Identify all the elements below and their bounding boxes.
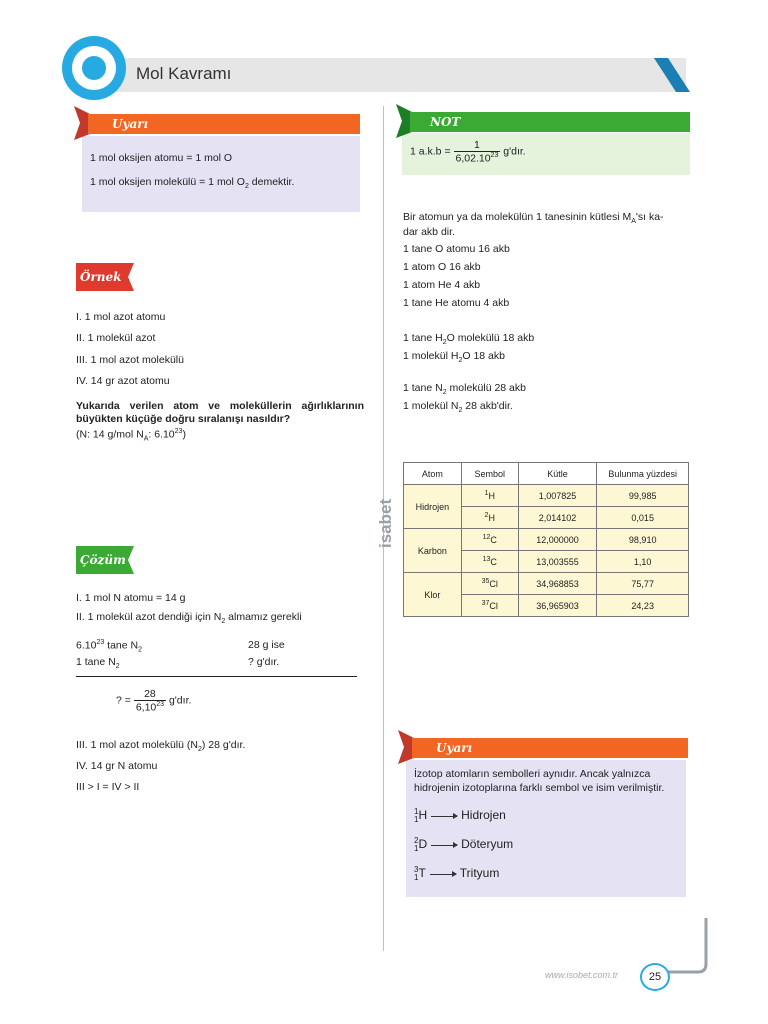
example-item-2: II. 1 molekül azot xyxy=(76,332,156,344)
side-brand-label: isabet xyxy=(376,498,395,548)
table-header-cell: Sembol xyxy=(461,463,518,485)
solution-rule xyxy=(76,676,357,677)
solution-ratio-row-2-left: 1 tane $N_2$ xyxy=(76,656,120,671)
example-item-3: III. 1 mol azot molekülü xyxy=(76,354,184,366)
solution-line-4: IV. 14 gr N atomu xyxy=(76,760,158,772)
warning-box-1 xyxy=(82,136,360,212)
table-pct-cell: 99,985 xyxy=(597,485,689,507)
header-corner-stripe xyxy=(652,58,692,94)
isotope-hydrogen: 1 1H Hidrojen xyxy=(414,807,506,824)
example-question: Yukarıda verilen atom ve moleküllerin ağırlıklarının büyükten küçüğe doğru sıralanışı nasıldır? xyxy=(76,400,364,425)
table-symbol-cell: $^2$H xyxy=(461,507,518,529)
table-symbol-cell: $^1$H xyxy=(461,485,518,507)
warning-1-line-2: 1 mol oksijen molekülü = 1 mol $O_2$ demektir. xyxy=(90,176,295,191)
table-header-cell: Bulunma yüzdesi xyxy=(597,463,689,485)
table-pct-cell: 24,23 xyxy=(597,595,689,617)
solution-line-3: III. 1 mol azot molekülü $(N_2)$ 28 g'dır. xyxy=(76,739,246,754)
table-symbol-cell: $^{12}$C xyxy=(461,529,518,551)
solution-equation: ? = $\frac{28}{6,10^{23}}$ g'dır. xyxy=(116,688,192,714)
table-pct-cell: 75,77 xyxy=(597,573,689,595)
arrow-icon xyxy=(431,816,457,817)
note-formula: 1 a.k.b = $\frac{1}{6,02.10^{23}}$ g'dır. xyxy=(410,139,526,165)
table-row xyxy=(404,573,689,595)
chapter-logo-dot xyxy=(82,56,106,80)
table-header-row xyxy=(404,463,689,485)
solution-tag: Çözüm xyxy=(80,553,126,567)
right-para-line-1: Bir atomun ya da molekülün 1 tanesinin kütlesi $M_A'sı$ ka- xyxy=(403,211,664,226)
warning-1-ribbon-icon xyxy=(74,106,114,140)
table-symbol-cell: $^{37}$Cl xyxy=(461,595,518,617)
table-pct-cell: 0,015 xyxy=(597,507,689,529)
table-row xyxy=(404,529,689,551)
warning-1-line-1: 1 mol oksijen atomu = 1 mol O xyxy=(90,152,233,164)
isotope-table xyxy=(403,462,689,617)
example-item-4: IV. 14 gr azot atomu xyxy=(76,375,170,387)
arrow-icon xyxy=(430,874,456,875)
warning-2-ribbon-icon xyxy=(398,730,438,764)
table-row xyxy=(404,485,689,507)
footer-url: www.isobet.com.tr xyxy=(545,970,619,980)
page-number: 25 xyxy=(640,963,670,991)
table-mass-cell: 13,003555 xyxy=(518,551,597,573)
table-mass-cell: 1,007825 xyxy=(518,485,597,507)
page-title: Mol Kavramı xyxy=(136,64,232,83)
right-line-3: 1 atom He 4 akb xyxy=(403,279,481,291)
table-mass-cell: 12,000000 xyxy=(518,529,597,551)
solution-line-2: II. 1 molekül azot dendiği için $N_2$ almamız gerekli xyxy=(76,611,302,626)
table-atom-cell: Hidrojen xyxy=(404,485,462,529)
solution-ratio-row-1-left: 6.10$^{23}$ tane $N_2$ xyxy=(76,639,142,654)
right-line-4: 1 tane He atomu 4 akb xyxy=(403,297,510,309)
table-atom-cell: Klor xyxy=(404,573,462,617)
right-line-2: 1 atom O 16 akb xyxy=(403,261,481,273)
note-tag: NOT xyxy=(430,115,461,129)
isotope-deuterium: 2 1D Döteryum xyxy=(414,836,514,853)
table-header-cell: Atom xyxy=(404,463,462,485)
table-mass-cell: 36,965903 xyxy=(518,595,597,617)
table-symbol-cell: $^{13}$C xyxy=(461,551,518,573)
right-line-1: 1 tane O atomu 16 akb xyxy=(403,243,510,255)
example-item-1: I. 1 mol azot atomu xyxy=(76,311,166,323)
solution-ratio-row-2-right: ? g'dır. xyxy=(248,656,280,668)
warning-2-text-1: İzotop atomların sembolleri aynıdır. Ancak yalnızca xyxy=(414,768,651,780)
solution-ratio-row-1-right: 28 g ise xyxy=(248,639,285,651)
table-pct-cell: 1,10 xyxy=(597,551,689,573)
warning-2-tag: Uyarı xyxy=(436,741,473,755)
table-atom-cell: Karbon xyxy=(404,529,462,573)
right-line-5: 1 tane $H_2O$ molekülü 18 akb xyxy=(403,332,535,347)
table-header-cell: Kütle xyxy=(518,463,597,485)
solution-result: III > I = IV > II xyxy=(76,781,140,793)
warning-1-tag: Uyarı xyxy=(112,117,149,131)
example-tag: Örnek xyxy=(80,270,122,284)
warning-2-text-2: hidrojenin izotoplarına farklı sembol ve isim verilmiştir. xyxy=(414,782,665,794)
table-pct-cell: 98,910 xyxy=(597,529,689,551)
right-line-8: 1 molekül $N_2$ 28 akb'dir. xyxy=(403,400,513,415)
right-line-7: 1 tane $N_2$ molekülü 28 akb xyxy=(403,382,526,397)
example-given: (N: 14 g/mol $N_A$: 6.10$^{23}$) xyxy=(76,428,186,443)
solution-line-1: I. 1 mol N atomu = 14 g xyxy=(76,592,186,604)
table-mass-cell: 2,014102 xyxy=(518,507,597,529)
isotope-tritium: 3 1T Trityum xyxy=(414,865,500,882)
right-line-6: 1 molekül $H_2O$ 18 akb xyxy=(403,350,505,365)
table-mass-cell: 34,968853 xyxy=(518,573,597,595)
table-symbol-cell: $^{35}$Cl xyxy=(461,573,518,595)
arrow-icon xyxy=(431,845,457,846)
right-para-line-2: dar akb dir. xyxy=(403,226,455,238)
